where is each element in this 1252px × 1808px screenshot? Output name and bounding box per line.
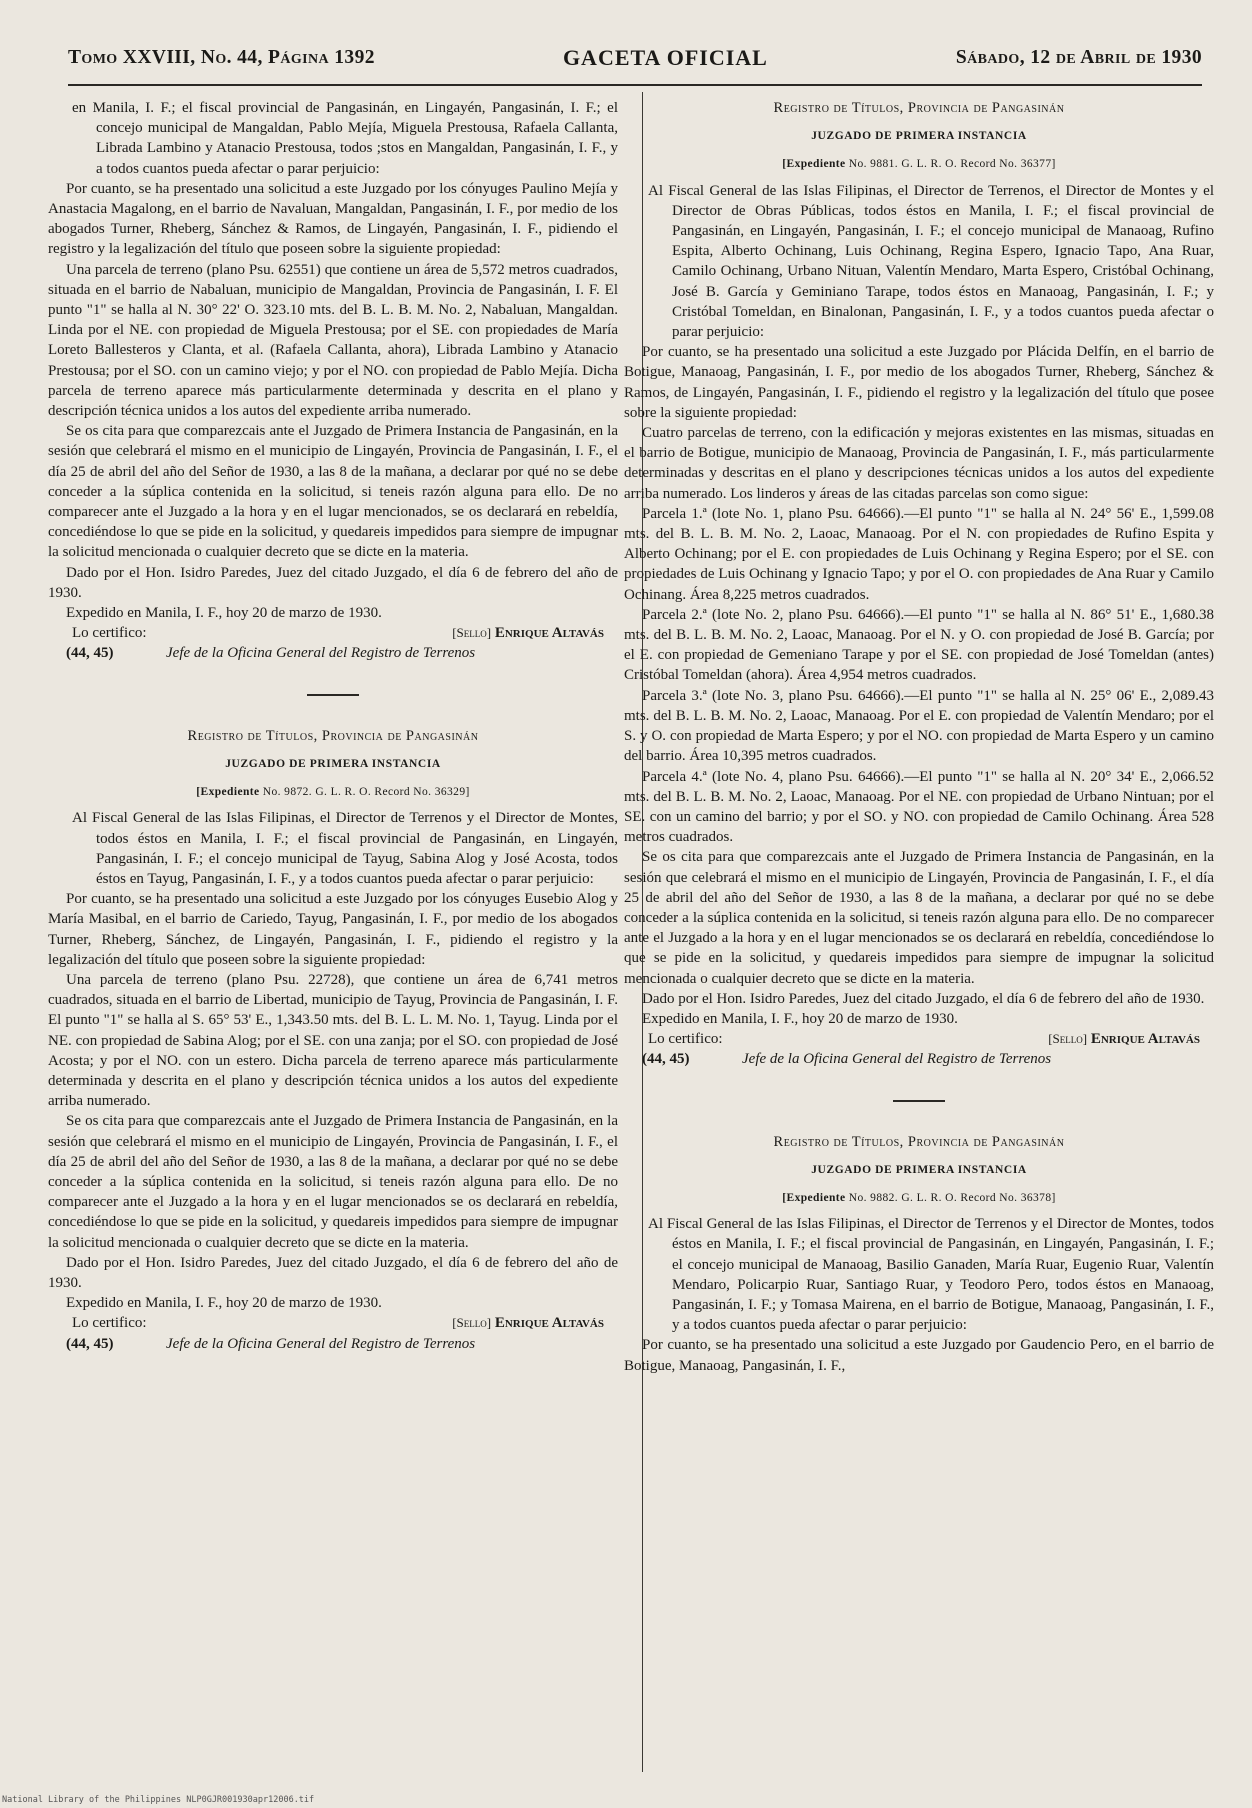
notice-address: Al Fiscal General de las Islas Filipinas, el Director de Terrenos y el Director de Montes, todos éstos en Manila, I. F.; el fiscal provincial de Pangasinán, en Lingayén, Pangasinán, I. F.; el concejo municipal de Manaoag, Basilio Ganaden, María Ruar, Eugenio Ruar, Valentín Mendaro, Policarpio Ruar, Santiago Ruar, y Teodoro Pero, todos éstos en Manaoag, Pangasinán, I. F.; y Tomasa Mairena, en el barrio de Botigue, Manaoag, Pangasinán, I. F., y a todos cuantos pueda afectar o parar perjuicio: — [648, 1216, 1214, 1334]
issue-ref: (44, 45) — [66, 1335, 114, 1352]
section-expediente — [48, 782, 618, 802]
signature-row — [48, 623, 618, 643]
notice-paragraph: Expedido en Manila, I. F., hoy 20 de marzo de 1930. — [66, 1295, 382, 1312]
seal-label: [Sello] — [452, 1315, 492, 1331]
seal-label: [Sello] — [452, 625, 492, 641]
issue-ref: (44, 45) — [642, 1051, 690, 1068]
signer-name: Enrique Altavás — [1090, 1031, 1200, 1048]
parcela-paragraph: Parcela 4.ª (lote No. 4, plano Psu. 64666).—El punto "1" se halla al N. 20° 34' E., 2,066.52 mts. del B. L. B. M. No. 2, Laoac, Manaoag. Por el NE. con propiedad de Urbano Nintuan; por el SE. con un camino del barrio; y por el SO. y NO. con propiedad de Camilo Ochinang. Área 528 metros cuadrados. — [624, 768, 1214, 846]
header-title: GACETA OFICIAL — [562, 45, 768, 70]
signer-name: Enrique Altavás — [494, 1315, 604, 1332]
signature-row — [48, 1313, 618, 1333]
expediente-number: No. 9872. G. L. R. O. Record No. 36329] — [262, 786, 470, 799]
notice-paragraph: Por cuanto, se ha presentado una solicitud a este Juzgado por los cónyuges Paulino Mejía y Anastacia Magalong, en el barrio de Navaluan, Mangaldan, Pangasinán, I. F., por medio de los abogados Turner, Rheberg, Sánchez & Ramos, de Lingayén, Pangasinán, I. F., pidiendo el registro y la legalización del título que poseen sobre la siguiente propiedad: — [48, 180, 618, 258]
expediente-label: [Expediente — [196, 786, 260, 799]
notice-paragraph: Una parcela de terreno (plano Psu. 62551) que contiene un área de 5,572 metros cuadrados, situada en el barrio de Nabaluan, municipio de Mangaldan, Provincia de Pangasinán, I. F. El punto "1" se halla al N. 30° 22' O. 323.10 mts. del B. L. B. M. No. 2, Nabaluan, Mangaldan. Linda por el NE. con propiedad de Miguela Prestousa; por el SE. con propiedades de María Loreto Ballesteros y Clanta, et al. (Rafaela Callanta, ahora), Librada Lambino y Atanacio Prestousa; por el SO. con un camino viejo; y por el NO. con propiedad de Pablo Mejía. Dicha parcela de terreno aparece más particularmente determinada y descrita en el plano y descripción técnica unidos a los autos del expediente arriba numerado. — [48, 261, 618, 420]
seal-label: [Sello] — [1048, 1031, 1088, 1047]
notice-address: Al Fiscal General de las Islas Filipinas, el Director de Terrenos, el Director de Montes y el Director de Obras Públicas, todos éstos en Manila, I. F.; el fiscal provincial de Pangasinán, en Lingayén, Pangasinán, I. F.; el concejo municipal de Manaoag, Rufino Espita, Alberto Ochinang, Luis Ochinang, Regina Espero, Ignacio Tapo, Ana Ruar, Camilo Ochinang, Urbano Nituan, Valentín Mendaro, Marta Espero, Cristóbal Ochinang, José B. García y Geminiano Tarape, todos éstos en Manaoag, Pangasinán, I. F.; y Cristóbal Tomeldan, en Binalonan, Pangasinán, I. F., y a todos cuantos pueda afectar o parar perjuicio: — [648, 182, 1214, 341]
signer-office: Jefe de la Oficina General del Registro de Terrenos — [742, 1051, 1052, 1068]
notice-intro: en Manila, I. F.; el fiscal provincial de Pangasinán, en Lingayén, Pangasinán, I. F.; el concejo municipal de Mangaldan, Pablo Mejía, Miguela Prestousa, Rafaela Callanta, Librada Lambino y Atanacio Prestousa, todos ;stos en Mangaldan, Pangasinán, I. F., y a todos cuantos pueda afectar o parar perjuicio: — [72, 100, 618, 177]
notice-paragraph: Se os cita para que comparezcais ante el Juzgado de Primera Instancia de Pangasinán, en la sesión que celebrará el mismo en el municipio de Lingayén, Provincia de Pangasinán, I. F., el día 25 de abril del año del Señor de 1930, a las 8 de la mañana, a declarar por qué no se debe conceder a la súplica contenida en la solicitud, si teneis razón alguna para ello. De no comparecer ante el Juzgado a la hora y en el lugar mencionados se os declarará en rebeldía, concediéndose lo que se pide en la solicitud, y quedareis impedidos para siempre de impugnar la solicitud mencionada o cualquier decreto que se dicte en la materia. — [48, 1113, 618, 1251]
signature-office-row — [48, 1334, 618, 1354]
notice-paragraph: Cuatro parcelas de terreno, con la edificación y mejoras existentes en las mismas, situadas en el barrio de Botigue, municipio de Manaoag, Provincia de Pangasinán, I. F., más particularmente determinadas y descritas en el plano y descripciones técnicas unidos a los autos del expediente arriba numerado. Los linderos y áreas de las citadas parcelas son como sigue: — [624, 425, 1214, 502]
section-divider — [307, 694, 359, 696]
signer-name: Enrique Altavás — [494, 625, 604, 642]
notice-paragraph: Expedido en Manila, I. F., hoy 20 de marzo de 1930. — [66, 605, 382, 622]
certifico-label: Lo certifico: — [72, 1315, 147, 1332]
section-title: Registro de Títulos, Provincia de Pangasinán — [773, 100, 1065, 116]
header-date: Sábado, 12 de Abril de 1930 — [955, 47, 1202, 68]
right-column — [624, 98, 1214, 1376]
notice-paragraph: Dado por el Hon. Isidro Paredes, Juez del citado Juzgado, el día 6 de febrero del año de 1930. — [48, 1254, 618, 1291]
section-title: Registro de Títulos, Provincia de Pangasinán — [773, 1133, 1065, 1150]
issue-ref: (44, 45) — [66, 645, 114, 662]
parcela-paragraph: Parcela 2.ª (lote No. 2, plano Psu. 64666).—El punto "1" se halla al N. 86° 51' E., 1,680.38 mts. del B. L. B. M. No. 2, Laoac, Manaoag. Por el N. y O. con propiedad de José B. García; por el E. con propiedad de Gemeniano Tarape y por el SE. con propiedad de José Tomeldan (antes) Cristóbal Tomeldan (ahora). Área 4,954 metros cuadrados. — [624, 606, 1214, 684]
section-subtitle: JUZGADO DE PRIMERA INSTANCIA — [225, 757, 441, 770]
page-header — [68, 38, 1202, 78]
notice-paragraph: Por cuanto, se ha presentado una solicitud a este Juzgado por Plácida Delfín, en el barrio de Botigue, Manaoag, Pangasinán, I. F., por medio de los abogados Turner, Rheberg, Sánchez & Ramos, de Lingayén, Pangasinán, I. F., pidiendo el registro y la legalización del título que posee sobre la siguiente propiedad: — [624, 344, 1214, 421]
signature-office-row — [624, 1049, 1214, 1069]
expediente-number: No. 9881. G. L. R. O. Record No. 36377] — [848, 158, 1056, 171]
notice-paragraph: Por cuanto, se ha presentado una solicitud a este Juzgado por Gaudencio Pero, en el barrio de Botigue, Manaoag, Pangasinán, I. F., — [624, 1337, 1214, 1374]
signer-office: Jefe de la Oficina General del Registro de Terrenos — [166, 645, 476, 662]
parcela-paragraph: Parcela 1.ª (lote No. 1, plano Psu. 64666).—El punto "1" se halla al N. 24° 56' E., 1,599.08 mts. del B. L. B. M. No. 2, Laoac, Manaoag. Por el N. con propiedades de Rufino Espita y Alberto Ochinang; por el E. con propiedades de Luis Ochinang y Regina Espero; por el SE. con propiedades de Luis Ochinang y Ignacio Tapo; y por el O. con propiedades de Ana Ruar y Camilo Ochinang. Área 8,225 metros cuadrados. — [624, 505, 1214, 603]
signature-office-row — [48, 643, 618, 663]
left-column — [48, 98, 618, 1354]
notice-paragraph: Dado por el Hon. Isidro Paredes, Juez del citado Juzgado, el día 6 de febrero del año de 1930. — [48, 564, 618, 601]
signer-office: Jefe de la Oficina General del Registro de Terrenos — [166, 1335, 476, 1352]
header-volume: Tomo XXVIII, No. 44, Página 1392 — [68, 47, 375, 68]
parcela-paragraph: Parcela 3.ª (lote No. 3, plano Psu. 64666).—El punto "1" se halla al N. 25° 06' E., 2,089.43 mts. del B. L. B. M. No. 2, Laoac, Manaoag. Por el E. con propiedad de Valentín Mendaro; por el S. y O. con propiedad de Marta Espero; y por el NO. con propiedad de Marta Espero y un camino del barrio. Área 10,395 metros cuadrados. — [624, 687, 1214, 765]
notice-paragraph: Por cuanto, se ha presentado una solicitud a este Juzgado por los cónyuges Eusebio Alog y María Masibal, en el barrio de Cariedo, Tayug, Pangasinán, I. F., por medio de los abogados Turner, Rheberg, Sánchez, de Lingayén, Pangasinán, I. F., pidiendo el registro y la legalización del título que poseen sobre la siguiente propiedad: — [48, 891, 618, 968]
notice-address: Al Fiscal General de las Islas Filipinas, el Director de Terrenos y el Director de Montes, todos éstos en Manila, I. F.; el fiscal provincial de Pangasinán, en Lingayén, Pangasinán, I. F.; el concejo municipal de Tayug, Sabina Alog y José Acosta, todos éstos en Tayug, Pangasinán, I. F., y a todos cuantos pueda afectar o parar perjuicio: — [72, 810, 618, 887]
expediente-number: No. 9882. G. L. R. O. Record No. 36378] — [848, 1191, 1056, 1204]
signature-row — [624, 1029, 1214, 1049]
section-title: Registro de Títulos, Provincia de Pangasinán — [187, 727, 479, 744]
scan-footer: National Library of the Philippines NLP0GJR001930apr12006.tif — [2, 1795, 315, 1805]
section-subtitle: JUZGADO DE PRIMERA INSTANCIA — [811, 1163, 1027, 1176]
notice-paragraph: Una parcela de terreno (plano Psu. 22728), que contiene un área de 6,741 metros cuadrados, situada en el barrio de Libertad, municipio de Tayug, Provincia de Pangasinán, I. F. El punto "1" se halla al S. 65° 53' E., 1,343.50 mts. del B. L. L. M. No. 1, Tayug. Linda por el NE. con propiedad de Sabina Alog; por el SE. con una zanja; por el SO. con propiedad de José Acosta; y por el NO. con un estero. Dicha parcela de terreno aparece más particularmente determinada y descrita en el plano y descripción técnica unidos a los autos del expediente arriba numerado. — [48, 971, 618, 1110]
notice-paragraph: Se os cita para que comparezcais ante el Juzgado de Primera Instancia de Pangasinán, en la sesión que celebrará el mismo en el municipio de Lingayén, Provincia de Pangasinán, I. F., el día 25 de abril del año del Señor de 1930, a las 8 de la mañana, a declarar por qué no se debe conceder a la súplica contenida en la solicitud, si teneis razón alguna para ello. De no comparecer ante el Juzgado a la hora y en el lugar mencionados se os declarará en rebeldía, concediéndose lo que se pide en la solicitud, y quedareis impedidos para siempre de impugnar la solicitud mencionada o cualquier decreto que se dicte en la materia. — [624, 849, 1214, 987]
section-expediente — [624, 154, 1214, 174]
notice-paragraph: Expedido en Manila, I. F., hoy 20 de marzo de 1930. — [642, 1010, 958, 1027]
notice-paragraph: Dado por el Hon. Isidro Paredes, Juez del citado Juzgado, el día 6 de febrero del año de 1930. — [642, 990, 1205, 1007]
section-expediente — [624, 1188, 1214, 1208]
certifico-label: Lo certifico: — [648, 1031, 723, 1048]
expediente-label: [Expediente — [782, 1191, 846, 1204]
section-subtitle: JUZGADO DE PRIMERA INSTANCIA — [811, 130, 1027, 143]
certifico-label: Lo certifico: — [72, 625, 147, 642]
header-rule — [68, 84, 1202, 86]
notice-paragraph: Se os cita para que comparezcais ante el Juzgado de Primera Instancia de Pangasinán, en la sesión que celebrará el mismo en el municipio de Lingayén, Provincia de Pangasinán, I. F., el día 25 de abril del año del Señor de 1930, a las 8 de la mañana, a declarar por qué no se debe conceder a la súplica contenida en la solicitud, si teneis razón alguna para ello. De no comparecer ante el Juzgado a la hora y en el lugar mencionados, se os declarará en rebeldía, concediéndose lo que se pide en la solicitud, y quedareis impedidos para siempre de impugnar la solicitud mencionada o cualquier decreto que se dicte en la materia. — [48, 423, 618, 561]
section-divider — [893, 1100, 945, 1102]
expediente-label: [Expediente — [782, 158, 846, 171]
